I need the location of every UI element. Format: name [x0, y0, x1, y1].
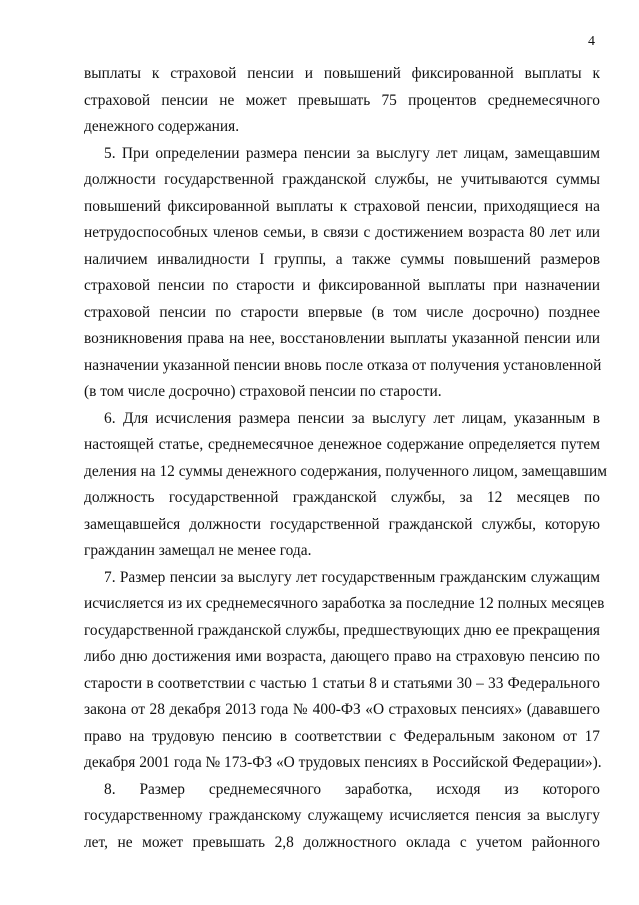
text-line: исчисляется из их среднемесячного заработка за последние 12 полных месяцев [84, 595, 605, 612]
text-line: выплаты к страховой пенсии и повышений фиксированной выплаты к [84, 65, 600, 82]
text-line: гражданин замещал не менее года. [84, 542, 312, 559]
text-line: декабря 2001 года № 173-ФЗ «О трудовых пенсиях в Российской Федерации»). [84, 754, 602, 771]
page-number: 4 [588, 34, 595, 49]
text-line: наличием инвалидности I группы, а также суммы повышений размеров [84, 251, 600, 268]
text-line: замещавшейся должности государственной гражданской службы, которую [84, 516, 600, 533]
paragraph-first-line: 5. При определении размера пенсии за выслугу лет лицам, замещавшим [104, 145, 600, 162]
text-line: страховой пенсии по старости впервые (в том числе досрочно) позднее [84, 304, 600, 321]
text-line: государственному гражданскому служащему исчисляется пенсия за выслугу [84, 807, 600, 824]
text-line: должности государственной гражданской службы, не учитываются суммы [84, 171, 600, 188]
text-line: нетрудоспособных членов семьи, в связи с достижением возраста 80 лет или [84, 224, 600, 241]
text-line: деления на 12 суммы денежного содержания, полученного лицом, замещавшим [84, 463, 607, 480]
text-line: денежного содержания. [84, 118, 240, 135]
text-line: настоящей статье, среднемесячное денежное содержание определяется путем [84, 436, 600, 453]
text-line: должность государственной гражданской службы, за 12 месяцев по [84, 489, 600, 506]
text-line: возникновения права на нее, восстановлении выплаты указанной пенсии или [84, 330, 600, 347]
text-line: государственной гражданской службы, предшествующих дню ее прекращения [84, 622, 601, 639]
text-line: закона от 28 декабря 2013 года № 400-ФЗ «О страховых пенсиях» (дававшего [84, 701, 600, 718]
paragraph-first-line: 8. Размер среднемесячного заработка, исходя из которого [104, 781, 600, 798]
text-line: страховой пенсии по старости и фиксированной выплаты при назначении [84, 277, 600, 294]
paragraph-first-line: 6. Для исчисления размера пенсии за выслугу лет лицам, указанным в [104, 410, 600, 427]
paragraph-first-line: 7. Размер пенсии за выслугу лет государственным гражданским служащим [104, 569, 600, 586]
text-line: страховой пенсии не может превышать 75 процентов среднемесячного [84, 92, 600, 109]
text-line: назначении указанной пенсии вновь после отказа от получения установленной [84, 357, 602, 374]
text-line: право на трудовую пенсию в соответствии с Федеральным законом от 17 [84, 728, 600, 745]
text-line: либо дню достижения ими возраста, дающего право на страховую пенсию по [84, 648, 600, 665]
text-line: повышений фиксированной выплаты к страховой пенсии, приходящиеся на [84, 198, 600, 215]
text-line: старости в соответствии с частью 1 статьи 8 и статьями 30 – 33 Федерального [84, 675, 600, 692]
text-line: (в том числе досрочно) страховой пенсии по старости. [84, 383, 442, 400]
text-line: лет, не может превышать 2,8 должностного оклада с учетом районного [84, 834, 600, 851]
